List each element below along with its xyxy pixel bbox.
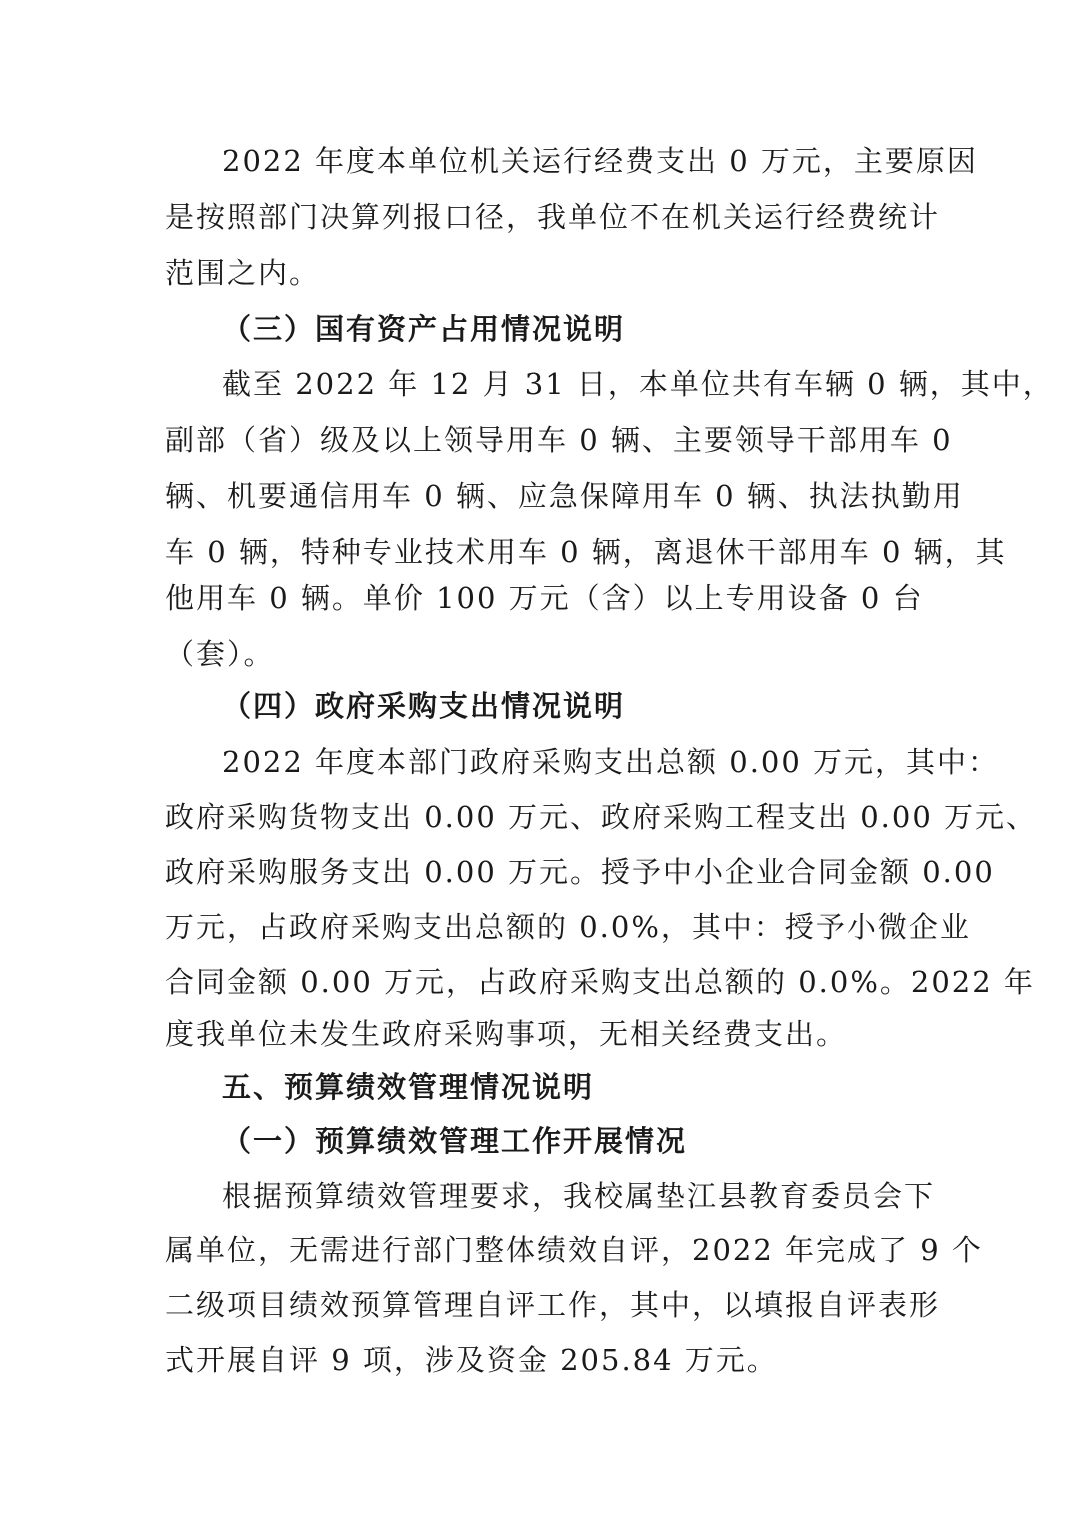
paragraph-line: 辆、机要通信用车 0 辆、应急保障用车 0 辆、执法执勤用 <box>165 479 964 513</box>
paragraph-line: 根据预算绩效管理要求，我校属垫江县教育委员会下 <box>222 1179 936 1213</box>
paragraph-line: 范围之内。 <box>165 256 321 290</box>
paragraph-line: 政府采购货物支出 0.00 万元、政府采购工程支出 0.00 万元、 <box>165 800 1038 834</box>
paragraph-line: 副部（省）级及以上领导用车 0 辆、主要领导干部用车 0 <box>165 423 953 457</box>
paragraph-line: （套）。 <box>165 637 275 671</box>
paragraph-line: 2022 年度本部门政府采购支出总额 0.00 万元，其中： <box>222 745 1000 779</box>
paragraph-line: 合同金额 0.00 万元，占政府采购支出总额的 0.0%。2022 年 <box>165 965 1035 999</box>
subsection-heading: （三）国有资产占用情况说明 <box>222 312 626 346</box>
paragraph-line: 属单位，无需进行部门整体绩效自评，2022 年完成了 9 个 <box>165 1233 983 1267</box>
paragraph-line: 二级项目绩效预算管理自评工作，其中，以填报自评表形 <box>165 1288 941 1322</box>
paragraph-line: 2022 年度本单位机关运行经费支出 0 万元，主要原因 <box>222 144 978 178</box>
paragraph-line: 万元，占政府采购支出总额的 0.0%，其中：授予小微企业 <box>165 910 971 944</box>
section-heading: 五、预算绩效管理情况说明 <box>222 1070 595 1104</box>
paragraph-line: 他用车 0 辆。单价 100 万元（含）以上专用设备 0 台 <box>165 581 924 615</box>
paragraph-line: 式开展自评 9 项，涉及资金 205.84 万元。 <box>165 1343 778 1377</box>
paragraph-line: 政府采购服务支出 0.00 万元。授予中小企业合同金额 0.00 <box>165 855 995 889</box>
paragraph-line: 度我单位未发生政府采购事项，无相关经费支出。 <box>165 1017 848 1051</box>
subsection-heading: （一）预算绩效管理工作开展情况 <box>222 1124 688 1158</box>
paragraph-line: 截至 2022 年 12 月 31 日，本单位共有车辆 0 辆，其中， <box>222 367 1054 401</box>
paragraph-line: 车 0 辆，特种专业技术用车 0 辆，离退休干部用车 0 辆，其 <box>165 535 1007 569</box>
paragraph-line: 是按照部门决算列报口径，我单位不在机关运行经费统计 <box>165 200 941 234</box>
subsection-heading: （四）政府采购支出情况说明 <box>222 689 626 723</box>
